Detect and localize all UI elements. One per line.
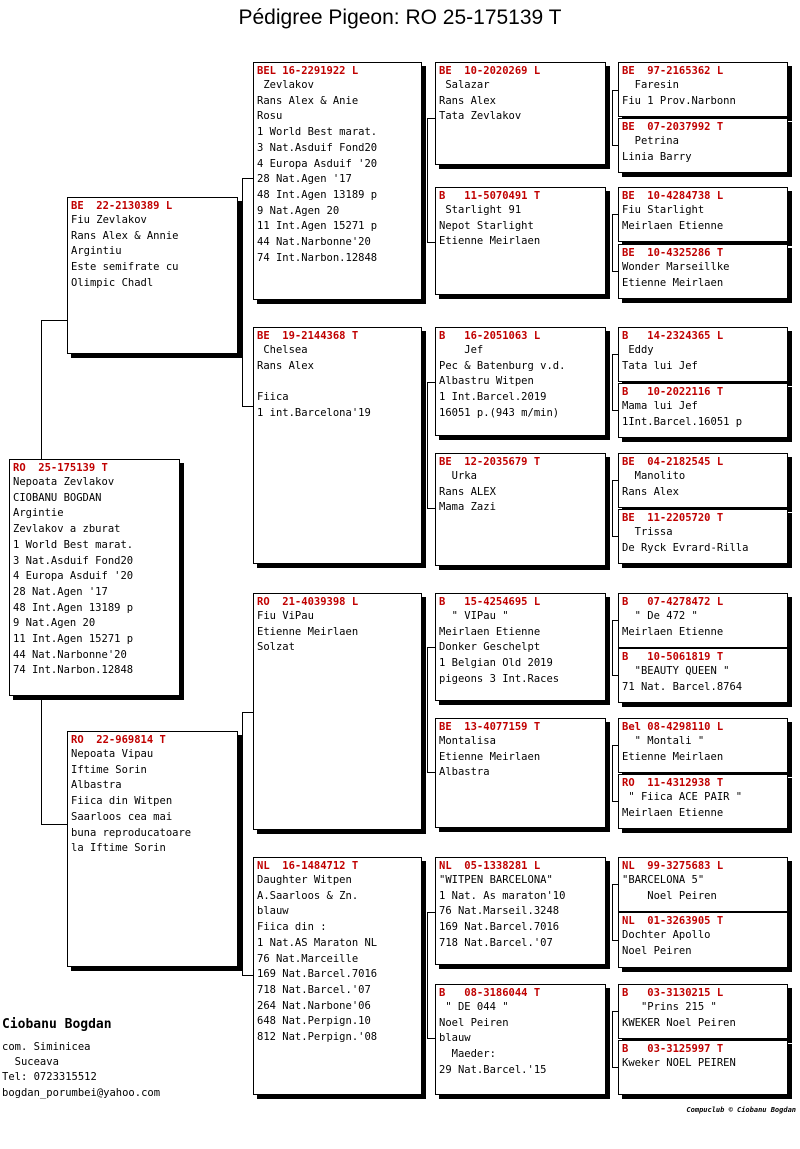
connector-line bbox=[427, 382, 435, 383]
gen4-card-7 bbox=[618, 453, 788, 508]
pedigree-info-line: Fiica din : bbox=[257, 921, 327, 934]
pedigree-info-line: Fiu Zevlakov bbox=[71, 214, 147, 226]
pedigree-info-line: " DE 044 " bbox=[439, 1001, 509, 1013]
pedigree-info-line: 1 int.Barcelona'19 bbox=[257, 406, 371, 419]
pedigree-info-line: 48 Int.Agen 13189 p bbox=[13, 601, 134, 614]
connector-line bbox=[41, 824, 67, 825]
pedigree-info-line: Noel Peiren bbox=[622, 944, 692, 957]
connector-line bbox=[242, 406, 253, 407]
connector-line bbox=[612, 90, 618, 91]
connector-line bbox=[41, 320, 42, 459]
pedigree-info-line: Rans Alex bbox=[622, 485, 679, 498]
ring-number: BE 13-4077159 T bbox=[439, 721, 541, 733]
ring-number: NL 01-3263905 T bbox=[622, 915, 724, 927]
sire-sire-card bbox=[253, 62, 422, 300]
ring-number: BE 97-2165362 L bbox=[622, 65, 724, 77]
pedigree-info-line: Este semifrate cu bbox=[71, 261, 179, 274]
connector-line bbox=[427, 647, 428, 772]
connector-line bbox=[612, 675, 618, 676]
dam-card bbox=[67, 731, 238, 967]
pedigree-info-line: 48 Int.Agen 13189 p bbox=[257, 188, 378, 201]
dam-sire-card bbox=[253, 593, 422, 830]
pedigree-info-line: Starlight 91 bbox=[439, 204, 522, 216]
pedigree-info-line: blauw bbox=[257, 905, 289, 918]
pedigree-info-line: Fiu ViPau bbox=[257, 610, 314, 622]
connector-line bbox=[612, 410, 618, 411]
gen4-card-4 bbox=[618, 244, 788, 299]
pedigree-info-line: Fiica din Witpen bbox=[71, 795, 173, 808]
gen3-card-8 bbox=[435, 984, 606, 1095]
connector-line bbox=[427, 508, 435, 509]
gen4-card-3 bbox=[618, 187, 788, 242]
pedigree-info-line: 29 Nat.Barcel.'15 bbox=[439, 1063, 547, 1076]
pedigree-info-line: Solzat bbox=[257, 641, 295, 654]
gen3-card-5 bbox=[435, 593, 606, 701]
pedigree-info-line: Montalisa bbox=[439, 735, 496, 747]
pedigree-info-line: Eddy bbox=[622, 344, 654, 356]
gen4-card-10 bbox=[618, 648, 788, 703]
pedigree-info-line: 74 Int.Narbon.12848 bbox=[13, 664, 134, 677]
pedigree-info-line: Zevlakov a zburat bbox=[13, 523, 121, 536]
gen3-card-4 bbox=[435, 453, 606, 566]
pedigree-info-line: 16051 p.(943 m/min) bbox=[439, 406, 560, 419]
pedigree-info-line: " De 472 " bbox=[622, 610, 698, 622]
pedigree-info-line: Rans Alex bbox=[257, 359, 314, 372]
pedigree-info-line: Wonder Marseillke bbox=[622, 261, 730, 273]
pedigree-info-line: Manolito bbox=[622, 470, 686, 482]
pedigree-info-line: 169 Nat.Barcel.7016 bbox=[257, 968, 378, 981]
pedigree-info-line: " VIPau " bbox=[439, 610, 509, 622]
pedigree-info-line: Noel Peiren bbox=[439, 1016, 509, 1029]
pedigree-info-line: Daughter Witpen bbox=[257, 874, 352, 886]
gen4-card-2 bbox=[618, 118, 788, 173]
pedigree-info-line: Albastru Witpen bbox=[439, 375, 534, 388]
pedigree-info-line: Pec & Batenburg v.d. bbox=[439, 359, 566, 372]
connector-line bbox=[242, 712, 253, 713]
pedigree-info-line: 3 Nat.Asduif Fond20 bbox=[257, 141, 378, 154]
connector-line bbox=[612, 214, 613, 271]
ring-number: BEL 16-2291922 L bbox=[257, 65, 359, 77]
pedigree-info-line: Argintie bbox=[13, 507, 64, 520]
pedigree-info-line: 9 Nat.Agen 20 bbox=[13, 617, 96, 630]
connector-line bbox=[612, 354, 618, 355]
pedigree-info-line: Etienne Meirlaen bbox=[622, 276, 724, 289]
pedigree-info-line: 648 Nat.Perpign.10 bbox=[257, 1015, 371, 1028]
ring-number: BE 22-2130389 L bbox=[71, 200, 173, 212]
pedigree-info-line: 169 Nat.Barcel.7016 bbox=[439, 921, 560, 934]
pedigree-info-line: 28 Nat.Agen '17 bbox=[13, 585, 108, 598]
pedigree-info-line: Zevlakov bbox=[257, 79, 314, 91]
connector-line bbox=[612, 620, 618, 621]
pedigree-info-line: Fiu 1 Prov.Narbonn bbox=[622, 94, 736, 107]
connector-line bbox=[427, 242, 435, 243]
pedigree-info-line: 812 Nat.Perpign.'08 bbox=[257, 1031, 378, 1044]
ring-number: B 16-2051063 L bbox=[439, 330, 541, 342]
connector-line bbox=[427, 772, 435, 773]
connector-line bbox=[427, 118, 428, 242]
pedigree-info-line: 1 Int.Barcel.2019 bbox=[439, 391, 547, 404]
connector-line bbox=[612, 214, 618, 215]
ring-number: B 08-3186044 T bbox=[439, 987, 541, 999]
pedigree-info-line: Iftime Sorin bbox=[71, 763, 147, 776]
pedigree-info-line: 1 World Best marat. bbox=[13, 538, 134, 551]
ring-number: B 11-5070491 T bbox=[439, 190, 541, 202]
connector-line bbox=[612, 620, 613, 675]
gen4-card-8 bbox=[618, 509, 788, 564]
connector-line bbox=[612, 1011, 613, 1067]
ring-number: BE 07-2037992 T bbox=[622, 121, 724, 133]
gen3-card-6 bbox=[435, 718, 606, 828]
pedigree-info-line: Nepot Starlight bbox=[439, 219, 534, 232]
sire-dam-card bbox=[253, 327, 422, 564]
ring-number: NL 16-1484712 T bbox=[257, 860, 359, 872]
pedigree-info-line: 28 Nat.Agen '17 bbox=[257, 173, 352, 186]
pedigree-info-line: Nepoata Zevlakov bbox=[13, 476, 115, 488]
pedigree-info-line: Linia Barry bbox=[622, 150, 692, 163]
pedigree-info-line: Etienne Meirlaen bbox=[439, 235, 541, 248]
pedigree-info-line: 1 Nat.AS Maraton NL bbox=[257, 936, 378, 949]
pedigree-info-line: 718 Nat.Barcel.'07 bbox=[257, 983, 371, 996]
pedigree-info-line: KWEKER Noel Peiren bbox=[622, 1016, 736, 1029]
pedigree-info-line: Argintiu bbox=[71, 245, 122, 258]
pedigree-info-line: Nepoata Vipau bbox=[71, 748, 154, 760]
ring-number: B 03-3125997 T bbox=[622, 1043, 724, 1055]
gen4-card-6 bbox=[618, 383, 788, 438]
dam-dam-card bbox=[253, 857, 422, 1095]
software-credit: Compuclub © Ciobanu Bogdan bbox=[686, 1106, 796, 1114]
pedigree-info-line: Olimpic Chadl bbox=[71, 276, 154, 289]
pedigree-info-line: 76 Nat.Marseil.3248 bbox=[439, 905, 560, 918]
pedigree-info-line: 1Int.Barcel.16051 p bbox=[622, 415, 743, 428]
ring-number: B 03-3130215 L bbox=[622, 987, 724, 999]
pedigree-info-line: Rans Alex & Anie bbox=[257, 94, 359, 107]
pedigree-info-line: Etienne Meirlaen bbox=[622, 750, 724, 763]
connector-line bbox=[427, 912, 428, 1038]
connector-line bbox=[612, 271, 618, 272]
pedigree-info-line: Rans Alex bbox=[439, 94, 496, 107]
pedigree-info-line: Fiu Starlight bbox=[622, 204, 705, 216]
connector-line bbox=[41, 700, 42, 824]
pedigree-info-line: Albastra bbox=[439, 766, 490, 779]
pedigree-info-line: A.Saarloos & Zn. bbox=[257, 889, 359, 902]
pedigree-info-line: Urka bbox=[439, 470, 477, 482]
gen3-card-7 bbox=[435, 857, 606, 965]
pedigree-info-line: "BEAUTY QUEEN " bbox=[622, 665, 730, 677]
ring-number: RO 11-4312938 T bbox=[622, 777, 724, 789]
pedigree-info-line: "Prins 215 " bbox=[622, 1001, 717, 1013]
connector-line bbox=[612, 145, 618, 146]
connector-line bbox=[612, 940, 618, 941]
gen4-card-11 bbox=[618, 718, 788, 773]
pedigree-info-line: Faresin bbox=[622, 79, 679, 91]
pedigree-info-line: Rans ALEX bbox=[439, 485, 496, 498]
pedigree-info-line: 264 Nat.Narbone'06 bbox=[257, 999, 371, 1012]
connector-line bbox=[612, 884, 613, 940]
gen4-card-5 bbox=[618, 327, 788, 382]
ring-number: NL 05-1338281 L bbox=[439, 860, 541, 872]
ring-number: B 14-2324365 L bbox=[622, 330, 724, 342]
pedigree-info-line: Noel Peiren bbox=[622, 889, 717, 902]
pedigree-info-line: "WITPEN BARCELONA" bbox=[439, 874, 553, 886]
pedigree-info-line: Rosu bbox=[257, 110, 283, 123]
ring-number: BE 04-2182545 L bbox=[622, 456, 724, 468]
pedigree-info-line: 9 Nat.Agen 20 bbox=[257, 204, 340, 217]
connector-line bbox=[612, 745, 613, 801]
pedigree-info-line: 76 Nat.Marceille bbox=[257, 952, 359, 965]
ring-number: BE 10-4284738 L bbox=[622, 190, 724, 202]
pedigree-info-line: Fiica bbox=[257, 391, 289, 404]
pedigree-info-line: Etienne Meirlaen bbox=[439, 750, 541, 763]
pedigree-info-line: Meirlaen Etienne bbox=[622, 806, 724, 819]
connector-line bbox=[612, 480, 618, 481]
gen4-card-1 bbox=[618, 62, 788, 117]
ring-number: B 10-5061819 T bbox=[622, 651, 724, 663]
pedigree-info-line: 11 Int.Agen 15271 p bbox=[257, 220, 378, 233]
gen4-card-12 bbox=[618, 774, 788, 829]
owner-name: Ciobanu Bogdan bbox=[2, 1017, 112, 1032]
ring-number: RO 22-969814 T bbox=[71, 734, 166, 746]
pedigree-info-line: 44 Nat.Narbonne'20 bbox=[13, 648, 127, 661]
connector-line bbox=[427, 912, 435, 913]
connector-line bbox=[612, 1067, 618, 1068]
pedigree-info-line: Albastra bbox=[71, 779, 122, 792]
connector-line bbox=[612, 884, 618, 885]
pedigree-info-line: Kweker NOEL PEIREN bbox=[622, 1057, 736, 1069]
ring-number: BE 11-2205720 T bbox=[622, 512, 724, 524]
owner-address-line: Suceava bbox=[2, 1056, 59, 1068]
gen3-card-3 bbox=[435, 327, 606, 436]
pedigree-info-line: " Montali " bbox=[622, 735, 705, 747]
pedigree-info-line: Tata lui Jef bbox=[622, 359, 698, 372]
pedigree-info-line: 1 World Best marat. bbox=[257, 126, 378, 139]
gen4-card-9 bbox=[618, 593, 788, 648]
pedigree-info-line: 44 Nat.Narbonne'20 bbox=[257, 236, 371, 249]
ring-number: NL 99-3275683 L bbox=[622, 860, 724, 872]
connector-line bbox=[427, 118, 435, 119]
page-title: Pédigree Pigeon: RO 25-175139 T bbox=[238, 6, 562, 29]
connector-line bbox=[612, 801, 618, 802]
subject-pigeon-card bbox=[9, 459, 180, 696]
ring-number: B 15-4254695 L bbox=[439, 596, 541, 608]
pedigree-info-line: 1 Nat. As maraton'10 bbox=[439, 889, 566, 902]
gen4-card-13 bbox=[618, 857, 788, 912]
ring-number: B 10-2022116 T bbox=[622, 386, 724, 398]
connector-line bbox=[612, 354, 613, 410]
pedigree-info-line bbox=[254, 374, 421, 390]
pedigree-info-line: Donker Geschelpt bbox=[439, 641, 541, 654]
pedigree-info-line: Maeder: bbox=[439, 1048, 496, 1061]
gen3-card-1 bbox=[435, 62, 606, 165]
pedigree-info-line: Dochter Apollo bbox=[622, 929, 711, 941]
connector-line bbox=[427, 647, 435, 648]
connector-line bbox=[612, 90, 613, 145]
pedigree-info-line: 4 Europa Asduif '20 bbox=[13, 570, 134, 583]
owner-address-line: com. Siminicea bbox=[2, 1041, 91, 1053]
ring-number: BE 19-2144368 T bbox=[257, 330, 359, 342]
connector-line bbox=[612, 536, 618, 537]
pedigree-info-line: 71 Nat. Barcel.8764 bbox=[622, 680, 743, 693]
connector-line bbox=[612, 480, 613, 536]
pedigree-info-line: pigeons 3 Int.Races bbox=[439, 672, 560, 685]
pedigree-info-line: 11 Int.Agen 15271 p bbox=[13, 633, 134, 646]
gen4-card-16 bbox=[618, 1040, 788, 1095]
pedigree-info-line: Rans Alex & Annie bbox=[71, 229, 179, 242]
pedigree-info-line: CIOBANU BOGDAN bbox=[13, 491, 102, 504]
ring-number: BE 12-2035679 T bbox=[439, 456, 541, 468]
sire-card bbox=[67, 197, 238, 354]
owner-phone: Tel: 0723315512 bbox=[2, 1071, 97, 1083]
connector-line bbox=[242, 178, 253, 179]
connector-line bbox=[612, 1011, 618, 1012]
ring-number: BE 10-4325286 T bbox=[622, 247, 724, 259]
pedigree-info-line: 1 Belgian Old 2019 bbox=[439, 657, 553, 670]
pedigree-info-line: Mama lui Jef bbox=[622, 400, 698, 412]
pedigree-info-line: 4 Europa Asduif '20 bbox=[257, 157, 378, 170]
ring-number: B 07-4278472 L bbox=[622, 596, 724, 608]
gen4-card-15 bbox=[618, 984, 788, 1039]
pedigree-info-line: Salazar bbox=[439, 79, 490, 91]
pedigree-info-line: De Ryck Evrard-Rilla bbox=[622, 541, 749, 554]
ring-number: RO 21-4039398 L bbox=[257, 596, 359, 608]
pedigree-info-line: Petrina bbox=[622, 135, 679, 147]
pedigree-info-line: Meirlaen Etienne bbox=[622, 625, 724, 638]
ring-number: RO 25-175139 T bbox=[13, 462, 108, 474]
connector-line bbox=[41, 320, 67, 321]
pedigree-info-line: 3 Nat.Asduif Fond20 bbox=[13, 554, 134, 567]
pedigree-info-line: la Iftime Sorin bbox=[71, 842, 166, 855]
connector-line bbox=[242, 178, 243, 406]
pedigree-info-line: 74 Int.Narbon.12848 bbox=[257, 251, 378, 264]
pedigree-info-line: Chelsea bbox=[257, 344, 308, 356]
pedigree-info-line: " Fiica ACE PAIR " bbox=[622, 791, 743, 803]
pedigree-info-line: Trissa bbox=[622, 526, 673, 538]
connector-line bbox=[242, 712, 243, 975]
connector-line bbox=[427, 382, 428, 508]
pedigree-info-line: buna reproducatoare bbox=[71, 826, 192, 839]
connector-line bbox=[242, 975, 253, 976]
pedigree-info-line: Tata Zevlakov bbox=[439, 110, 522, 123]
pedigree-info-line: Mama Zazi bbox=[439, 501, 496, 514]
gen4-card-14 bbox=[618, 912, 788, 968]
pedigree-info-line: Jef bbox=[439, 344, 484, 356]
pedigree-info-line: 718 Nat.Barcel.'07 bbox=[439, 936, 553, 949]
pedigree-info-line: Meirlaen Etienne bbox=[439, 625, 541, 638]
pedigree-info-line: Etienne Meirlaen bbox=[257, 625, 359, 638]
gen3-card-2 bbox=[435, 187, 606, 295]
connector-line bbox=[427, 1038, 435, 1039]
ring-number: Bel 08-4298110 L bbox=[622, 721, 724, 733]
pedigree-info-line: "BARCELONA 5" bbox=[622, 874, 705, 886]
ring-number: BE 10-2020269 L bbox=[439, 65, 541, 77]
owner-email: bogdan_porumbei@yahoo.com bbox=[2, 1087, 161, 1099]
pedigree-info-line: Meirlaen Etienne bbox=[622, 219, 724, 232]
pedigree-info-line: blauw bbox=[439, 1032, 471, 1045]
pedigree-info-line: Saarloos cea mai bbox=[71, 810, 173, 823]
connector-line bbox=[612, 745, 618, 746]
